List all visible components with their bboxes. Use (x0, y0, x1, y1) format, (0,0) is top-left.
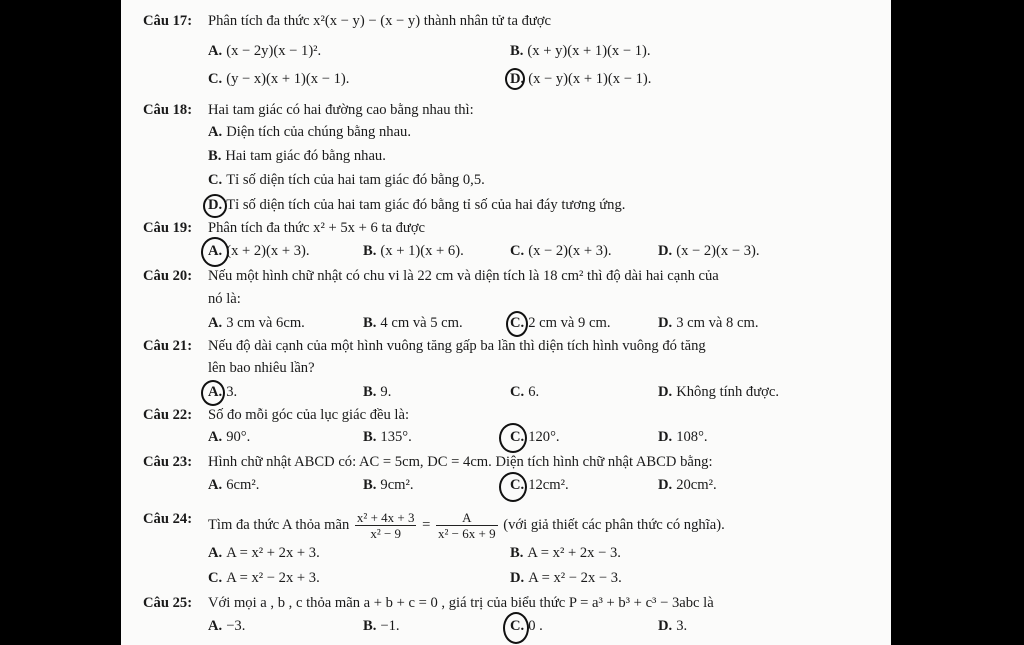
fraction-right: $\frac{A}{\text{x² − 6x + 9}}$ (438, 510, 496, 541)
option-d: D. 3. (658, 618, 688, 634)
option-a: A. Diện tích của chúng bằng nhau. (208, 124, 411, 140)
option-c: C. 6. (510, 384, 540, 400)
option-a: A. (x − 2y)(x − 1)². (208, 43, 322, 59)
option-b: B. (x + y)(x + 1)(x − 1). (510, 43, 651, 59)
option-b: B. Hai tam giác đó bằng nhau. (208, 148, 386, 164)
option-d: D. Tỉ số diện tích của hai tam giác đó bằng tỉ số của hai đáy tương ứng. (208, 197, 626, 213)
question-number: Câu 17: (143, 13, 193, 29)
option-a: A. 3. (208, 384, 238, 400)
option-c: C. 12cm². (510, 477, 569, 493)
option-b: B. 135°. (363, 429, 412, 445)
option-d: D. 108°. (658, 429, 708, 445)
option-a: A. (x + 2)(x + 3). (208, 243, 310, 259)
answer-circle-mark (503, 612, 529, 644)
option-c: C. Tỉ số diện tích của hai tam giác đó bằng 0,5. (208, 172, 485, 188)
option-c: C. A = x² − 2x + 3. (208, 570, 320, 586)
option-a: A. 3 cm và 6cm. (208, 315, 305, 331)
answer-circle-mark (499, 472, 527, 502)
option-d: D. (x − y)(x + 1)(x − 1). (510, 71, 652, 87)
right-margin (891, 0, 1024, 645)
answer-circle-mark (499, 423, 527, 453)
answer-circle-mark (505, 68, 525, 90)
option-c: C. 0 . (510, 618, 543, 634)
document-page: Câu 17: Phân tích đa thức x²(x − y) − (x − y) thành nhân tử ta được A. (x − 2y)(x − 1)². B. (x + y)(x + 1)(x − 1). C. (y − x)(x + 1)(x − 1). D. (x − y)(x + 1)(x − 1). Câu 18: Hai tam giác có hai đường cao bằng nhau thì: A. Diện tích của chúng bằng nhau. B. Hai tam giác đó bằng nhau. C. Tỉ số diện tích của hai tam giác đó bằng 0,5. D. Tỉ số diện tích của hai tam giác đó bằng tỉ số của hai đáy tương ứng. Câu 19: Phân tích đa thức x² + 5x + 6 ta được A. (x + 2)(x + 3). B. (x + 1)(x + 6). C. (x − 2)(x + 3). D. (x − 2)(x − 3). Câu 20: Nếu một hình chữ nhật có chu vi là 22 cm và diện tích là 18 cm² thì độ dài hai cạnh của nó là: A. 3 cm và 6cm. B. 4 cm và 5 cm. C. 2 cm và 9 cm. D. 3 cm và 8 cm. Câu 21: Nếu độ dài cạnh của một hình vuông tăng gấp ba lần thì diện tích hình vuông đó tăng lên bao nhiêu lần? A. 3. B. 9. C. 6. D. Không tính được. Câu 22: Số đo mỗi góc của lục giác đều là: A. 90°. B. 135°. C. 120°. D. 108°. Câu 23: Hình chữ nhật ABCD có: AC = 5cm, DC = 4cm. Diện tích hình chữ nhật ABCD bằng: A. 6cm². B. 9cm². C. 12cm². D. 20cm². Câu 24: Tìm đa thức A thỏa mãn $\frac{\text{x² + 4x + 3}}{\text{x² − 9}}$ = $\frac{A}{\text{x² − 6x + 9}}$ (với giả thiết các phân thức có nghĩa). A. A = x² + 2x + 3. B. A = x² + 2x − 3. C. A = x² − 2x + 3. D. A = x² − 2x − 3. Câu 25: Với mọi a , b , c thỏa mãn a + b + c = 0 , giá trị của biểu thức P = a³ + b³ + c³ − 3abc là A. −3. B. −1. C. 0 . D. 3. (121, 0, 891, 645)
option-b: B. 9. (363, 384, 392, 400)
option-d: D. 20cm². (658, 477, 717, 493)
answer-circle-mark (201, 237, 229, 267)
option-a: A. 90°. (208, 429, 251, 445)
option-b: B. 9cm². (363, 477, 414, 493)
option-d: D. Không tính được. (658, 384, 779, 400)
fraction-left: $\frac{\text{x² + 4x + 3}}{\text{x² − 9}}$ (356, 510, 415, 541)
answer-circle-mark (506, 311, 528, 337)
answer-circle-mark (203, 194, 227, 218)
option-c: C. 120°. (510, 429, 560, 445)
left-margin (0, 0, 121, 645)
option-a: A. 6cm². (208, 477, 260, 493)
option-a: A. A = x² + 2x + 3. (208, 545, 320, 561)
option-b: B. 4 cm và 5 cm. (363, 315, 463, 331)
option-c: C. 2 cm và 9 cm. (510, 315, 611, 331)
option-b: B. A = x² + 2x − 3. (510, 545, 621, 561)
option-d: D. 3 cm và 8 cm. (658, 315, 759, 331)
option-a: A. −3. (208, 618, 246, 634)
option-b: B. −1. (363, 618, 400, 634)
option-c: C. (x − 2)(x + 3). (510, 243, 612, 259)
option-b: B. (x + 1)(x + 6). (363, 243, 464, 259)
option-d: D. A = x² − 2x − 3. (510, 570, 622, 586)
answer-circle-mark (201, 380, 225, 406)
question-text: Phân tích đa thức x²(x − y) − (x − y) thành nhân tử ta được (208, 13, 551, 29)
option-c: C. (y − x)(x + 1)(x − 1). (208, 71, 350, 87)
option-d: D. (x − 2)(x − 3). (658, 243, 760, 259)
